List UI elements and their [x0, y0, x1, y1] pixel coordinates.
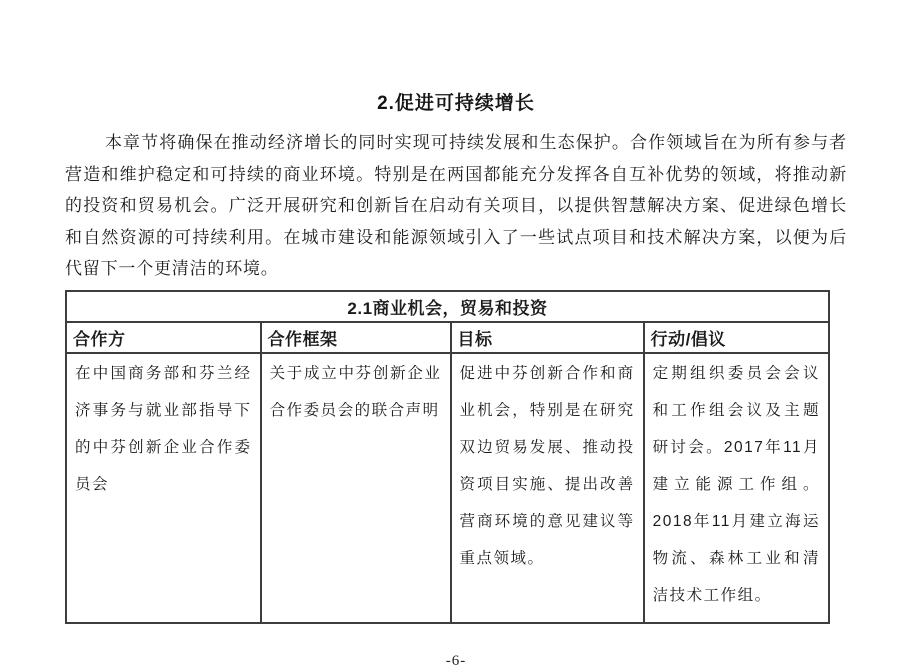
section-title: 2.促进可持续增长	[377, 93, 535, 114]
table-header-row	[66, 322, 829, 353]
col-header-action: 行动/倡议	[644, 322, 829, 353]
col-header-partner: 合作方	[66, 322, 261, 353]
page-number: -6-	[445, 652, 467, 669]
col-header-framework: 合作框架	[261, 322, 451, 353]
cell-goal: 促进中芬创新合作和商业机会，特别是在研究双边贸易发展、推动投资项目实施、提出改善营商环境的意见建议等重点领域。	[451, 353, 644, 623]
intro-paragraph: 本章节将确保在推动经济增长的同时实现可持续发展和生态保护。合作领域旨在为所有参与者营造和维护稳定和可持续的商业环境。特别是在两国都能充分发挥各自互补优势的领域，将推动新的投资和贸易机会。广泛开展研究和创新旨在启动有关项目，以提供智慧解决方案、促进绿色增长和自然资源的可持续利用。在城市建设和能源领域引入了一些试点项目和技术解决方案，以便为后代留下一个更清洁的环境。	[65, 133, 847, 278]
table-caption-row	[66, 291, 829, 322]
col-header-goal: 目标	[451, 322, 644, 353]
cell-partner: 在中国商务部和芬兰经济事务与就业部指导下的中芬创新企业合作委员会	[66, 353, 261, 623]
cooperation-table	[65, 290, 830, 624]
page-content	[65, 0, 847, 670]
table-caption: 2.1商业机会，贸易和投资	[66, 291, 829, 322]
cell-action: 定期组织委员会会议和工作组会议及主题研讨会。2017年11月建立能源工作组。2018年11月建立海运物流、森林工业和清洁技术工作组。	[644, 353, 829, 623]
table-row	[66, 353, 829, 623]
cell-framework: 关于成立中芬创新企业合作委员会的联合声明	[261, 353, 451, 623]
